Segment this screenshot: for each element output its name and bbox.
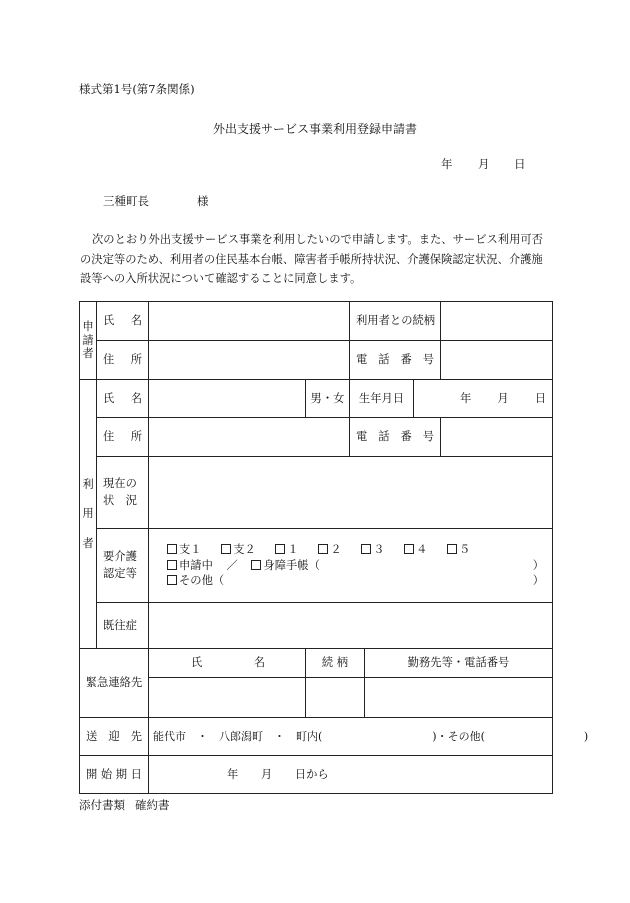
medical-history-field[interactable] bbox=[149, 603, 553, 649]
user-row-care bbox=[80, 529, 553, 603]
user-section-label: 利 用 者 bbox=[80, 380, 97, 649]
checkbox-icon bbox=[167, 560, 177, 570]
start-date-row bbox=[80, 756, 553, 794]
date-day: 日 bbox=[514, 157, 526, 171]
care-applying-option[interactable]: 申請中 bbox=[167, 559, 213, 572]
checkbox-icon bbox=[275, 544, 285, 554]
care-certification-label: 要介護 認定等 bbox=[97, 529, 149, 603]
applicant-section-label: 申 請 者 bbox=[80, 302, 97, 380]
applicant-phone-label: 電 話 番 号 bbox=[350, 341, 441, 380]
user-name-field[interactable] bbox=[149, 380, 306, 418]
pickup-options[interactable]: 能代市 ・ 八郎潟町 ・ 町内( )・その他( ) bbox=[149, 718, 553, 756]
care-option-4[interactable]: ２ bbox=[318, 543, 341, 556]
checkbox-icon bbox=[221, 544, 231, 554]
date-year: 年 bbox=[441, 157, 453, 171]
checkbox-icon bbox=[404, 544, 414, 554]
pickup-label: 送 迎 先 bbox=[80, 718, 149, 756]
date-month: 月 bbox=[478, 157, 490, 171]
emergency-relation-header: 続 柄 bbox=[306, 649, 365, 678]
sex-selector[interactable]: 男・女 bbox=[306, 380, 350, 418]
honorific: 様 bbox=[197, 194, 209, 208]
checkbox-icon bbox=[167, 544, 177, 554]
applicant-row-address bbox=[80, 341, 553, 380]
addressee bbox=[103, 193, 209, 209]
emergency-relation-field[interactable] bbox=[306, 678, 365, 718]
start-date-label: 開 始 期 日 bbox=[80, 756, 149, 794]
care-option-3[interactable]: １ bbox=[275, 543, 298, 556]
relation-field[interactable] bbox=[441, 302, 553, 341]
close-paren: ） bbox=[532, 558, 545, 572]
birth-date-field[interactable]: 年 月 日 bbox=[414, 380, 553, 418]
close-paren: ） bbox=[532, 574, 545, 588]
applicant-name-field[interactable] bbox=[149, 302, 350, 341]
applicant-name-label: 氏 名 bbox=[97, 302, 149, 341]
start-date-field[interactable]: 年 月 日から bbox=[149, 756, 553, 794]
emergency-contact-label: 緊急連絡先 bbox=[80, 649, 149, 718]
attachments-label: 添付書類 bbox=[79, 798, 125, 812]
user-name-label: 氏 名 bbox=[97, 380, 149, 418]
pickup-row bbox=[80, 718, 553, 756]
applicant-phone-field[interactable] bbox=[441, 341, 553, 380]
checkbox-icon bbox=[361, 544, 371, 554]
applicant-address-label: 住 所 bbox=[97, 341, 149, 380]
current-status-field[interactable] bbox=[149, 457, 553, 529]
emergency-header-row bbox=[80, 649, 553, 678]
user-phone-label: 電 話 番 号 bbox=[350, 418, 441, 457]
user-phone-field[interactable] bbox=[441, 418, 553, 457]
user-address-label: 住 所 bbox=[97, 418, 149, 457]
user-row-history bbox=[80, 603, 553, 649]
emergency-work-header: 勤務先等・電話番号 bbox=[365, 649, 553, 678]
relation-label: 利用者との続柄 bbox=[350, 302, 441, 341]
current-status-label: 現在の 状 況 bbox=[97, 457, 149, 529]
user-row-address bbox=[80, 418, 553, 457]
emergency-name-header: 氏 名 bbox=[149, 649, 306, 678]
care-other-option[interactable]: その他（ bbox=[167, 574, 224, 587]
applicant-row-name bbox=[80, 302, 553, 341]
checkbox-icon bbox=[167, 575, 177, 585]
checkbox-icon bbox=[447, 544, 457, 554]
care-option-5[interactable]: ３ bbox=[361, 543, 384, 556]
medical-history-label: 既往症 bbox=[97, 603, 149, 649]
user-row-name bbox=[80, 380, 553, 418]
emergency-work-field[interactable] bbox=[365, 678, 553, 718]
care-certification-options bbox=[149, 529, 553, 603]
user-row-status bbox=[80, 457, 553, 529]
care-option-7[interactable]: ５ bbox=[447, 543, 470, 556]
care-level-line bbox=[167, 543, 552, 557]
care-other-line bbox=[167, 574, 552, 588]
disability-handbook-option[interactable]: 身障手帳（ bbox=[251, 559, 320, 572]
addressee-name: 三種町長 bbox=[103, 194, 149, 208]
applicant-address-field[interactable] bbox=[149, 341, 350, 380]
birth-date-label: 生年月日 bbox=[350, 380, 414, 418]
user-address-field[interactable] bbox=[149, 418, 350, 457]
care-applying-line bbox=[167, 559, 552, 573]
form-number: 様式第1号(第7条関係) bbox=[79, 82, 195, 96]
care-option-2[interactable]: 支２ bbox=[221, 543, 256, 556]
care-option-6[interactable]: ４ bbox=[404, 543, 427, 556]
consent-paragraph: 次のとおり外出支援サービス事業を利用したいので申請します。また、サービス利用可否の決定等のため、利用者の住民基本台帳、障害者手帳所持状況、介護保険認定状況、介護施設等への入所状況について確認することに同意します。 bbox=[80, 233, 543, 285]
attachments-value: 確約書 bbox=[135, 798, 170, 812]
checkbox-icon bbox=[318, 544, 328, 554]
emergency-name-field[interactable] bbox=[149, 678, 306, 718]
emergency-entry-row bbox=[80, 678, 553, 718]
separator-slash: ／ bbox=[226, 558, 238, 572]
care-option-1[interactable]: 支１ bbox=[167, 543, 202, 556]
application-form-table bbox=[79, 301, 589, 794]
attachments bbox=[79, 797, 170, 813]
checkbox-icon bbox=[251, 560, 261, 570]
document-title: 外出支援サービス事業利用登録申請書 bbox=[212, 122, 417, 136]
